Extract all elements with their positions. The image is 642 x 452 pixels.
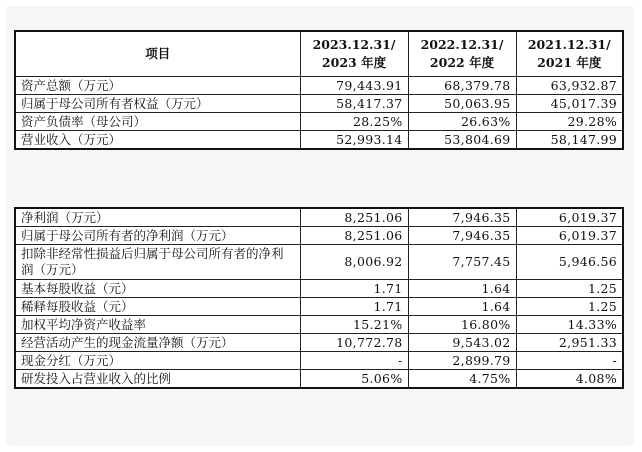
value-2023: 79,443.91 <box>300 77 408 95</box>
value-2022: 7,757.45 <box>408 245 516 280</box>
value-2022: 50,063.95 <box>408 95 516 113</box>
financial-table-bottom <box>14 207 622 389</box>
row-label: 归属于母公司所有者权益（万元） <box>15 95 300 113</box>
row-label: 营业收入（万元） <box>15 131 300 150</box>
value-2022: 9,543.02 <box>408 334 516 352</box>
table-row <box>15 77 623 95</box>
table-row <box>15 352 623 370</box>
value-2023: 1.71 <box>300 298 408 316</box>
value-2022: 2,899.79 <box>408 352 516 370</box>
table-row <box>15 227 623 245</box>
value-2023: 8,251.06 <box>300 227 408 245</box>
value-2022: 16.80% <box>408 316 516 334</box>
header-2022-date: 2022.12.31/ <box>420 37 504 52</box>
header-2023-year: 2023 年度 <box>321 55 387 70</box>
row-label: 稀释每股收益（元） <box>15 298 300 316</box>
header-2023 <box>300 31 408 77</box>
header-2022-year: 2022 年度 <box>429 55 495 70</box>
row-label: 资产总额（万元） <box>15 77 300 95</box>
value-2021: 45,017.39 <box>516 95 623 113</box>
value-2022: 1.64 <box>408 298 516 316</box>
table-row <box>15 370 623 389</box>
value-2021: 1.25 <box>516 298 623 316</box>
financial-table-top <box>14 30 622 150</box>
value-2023: 5.06% <box>300 370 408 389</box>
row-label: 净利润（万元） <box>15 208 300 227</box>
table-row <box>15 334 623 352</box>
row-label: 现金分红（万元） <box>15 352 300 370</box>
value-2023: 8,006.92 <box>300 245 408 280</box>
row-label: 加权平均净资产收益率 <box>15 316 300 334</box>
value-2022: 26.63% <box>408 113 516 131</box>
row-label: 归属于母公司所有者的净利润（万元） <box>15 227 300 245</box>
value-2023: 10,772.78 <box>300 334 408 352</box>
row-label: 研发投入占营业收入的比例 <box>15 370 300 389</box>
value-2023: 8,251.06 <box>300 208 408 227</box>
value-2021: 14.33% <box>516 316 623 334</box>
balance-summary-table <box>14 30 624 150</box>
value-2023: - <box>300 352 408 370</box>
value-2021: 6,019.37 <box>516 208 623 227</box>
table-row <box>15 131 623 150</box>
value-2022: 68,379.78 <box>408 77 516 95</box>
value-2023: 1.71 <box>300 280 408 298</box>
header-2023-date: 2023.12.31/ <box>312 37 396 52</box>
header-2022 <box>408 31 516 77</box>
table-row <box>15 113 623 131</box>
table-row <box>15 208 623 227</box>
table-row <box>15 95 623 113</box>
value-2021: 2,951.33 <box>516 334 623 352</box>
row-label: 基本每股收益（元） <box>15 280 300 298</box>
value-2021: 58,147.99 <box>516 131 623 150</box>
value-2023: 58,417.37 <box>300 95 408 113</box>
value-2023: 15.21% <box>300 316 408 334</box>
value-2021: 6,019.37 <box>516 227 623 245</box>
table-row <box>15 298 623 316</box>
row-label: 经营活动产生的现金流量净额（万元） <box>15 334 300 352</box>
table-row <box>15 316 623 334</box>
value-2021: 63,932.87 <box>516 77 623 95</box>
table-row <box>15 245 623 280</box>
value-2021: 29.28% <box>516 113 623 131</box>
header-2021 <box>516 31 623 77</box>
table-row <box>15 280 623 298</box>
header-item: 项目 <box>15 31 300 77</box>
value-2021: - <box>516 352 623 370</box>
value-2022: 7,946.35 <box>408 227 516 245</box>
value-2021: 5,946.56 <box>516 245 623 280</box>
income-summary-table <box>14 207 624 389</box>
row-label: 扣除非经常性损益后归属于母公司所有者的净利润（万元） <box>15 245 300 280</box>
value-2022: 7,946.35 <box>408 208 516 227</box>
header-2021-year: 2021 年度 <box>537 55 602 70</box>
value-2022: 4.75% <box>408 370 516 389</box>
value-2021: 4.08% <box>516 370 623 389</box>
header-2021-date: 2021.12.31/ <box>527 37 611 52</box>
value-2022: 53,804.69 <box>408 131 516 150</box>
table-header-row <box>15 31 623 77</box>
row-label: 资产负债率（母公司） <box>15 113 300 131</box>
value-2021: 1.25 <box>516 280 623 298</box>
value-2022: 1.64 <box>408 280 516 298</box>
value-2023: 28.25% <box>300 113 408 131</box>
value-2023: 52,993.14 <box>300 131 408 150</box>
